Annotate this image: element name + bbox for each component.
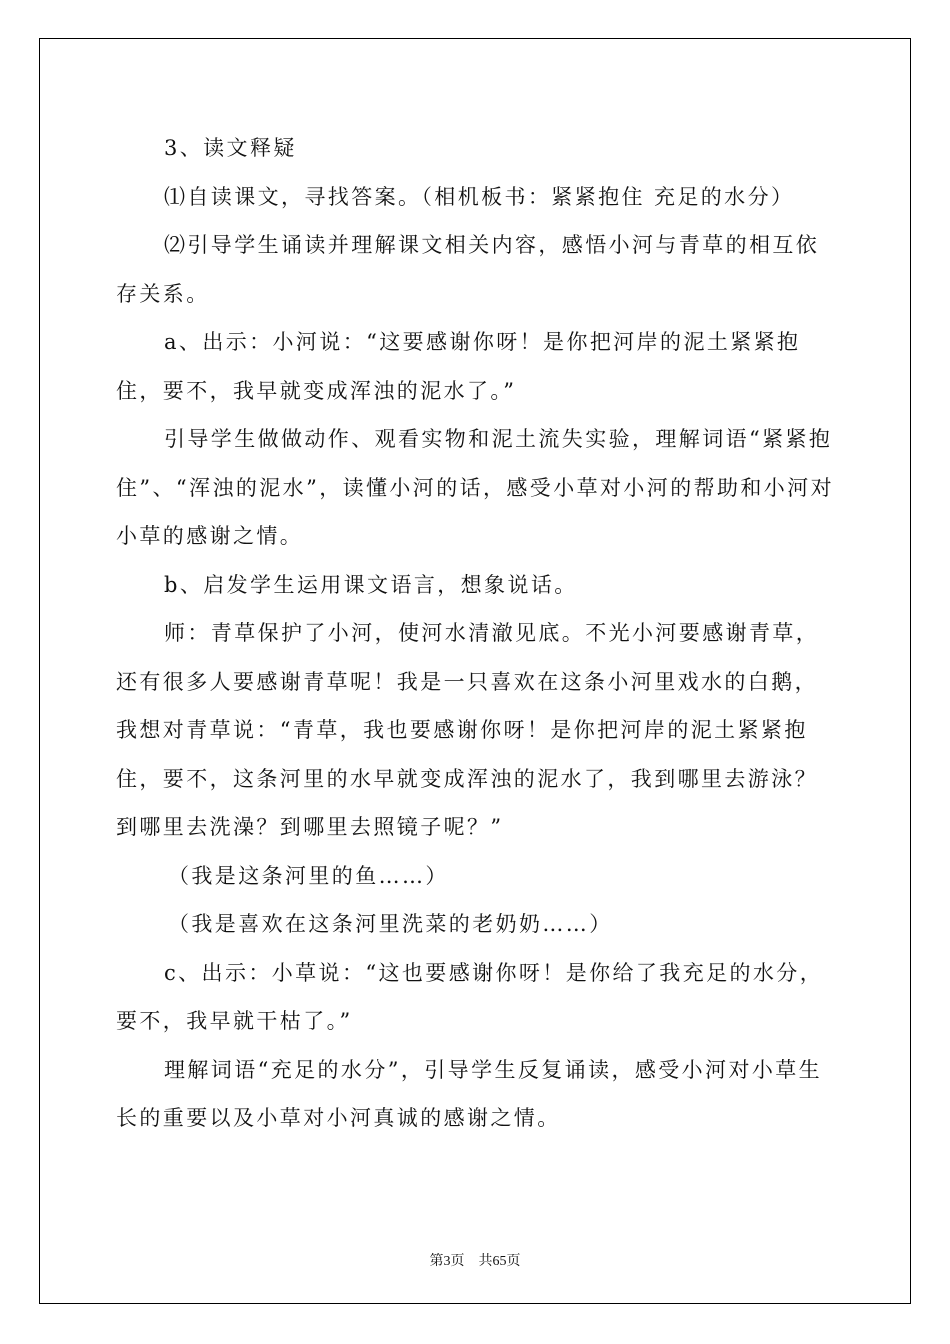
paragraph: 引导学生做做动作、观看实物和泥土流失实验，理解词语“紧紧抱住”、“浑浊的泥水”，读懂小河的话，感受小草对小河的帮助和小河对小草的感谢之情。: [116, 427, 835, 548]
page-number: 第3页: [429, 1254, 465, 1269]
paragraph: （我是这条河里的鱼……）: [168, 863, 449, 888]
section-heading: 3、读文释疑: [164, 136, 297, 160]
paragraph: 师：青草保护了小河，使河水清澈见底。不光小河要感谢青草，还有很多人要感谢青草呢！我是一只喜欢在这条小河里戏水的白鹅，我想对青草说：“青草，我也要感谢你呀！是你把河岸的泥土紧紧抱住，要不，这条河里的水早就变成浑浊的泥水了，我到哪里去游泳？到哪里去洗澡？到哪里去照镜子呢？”: [116, 621, 820, 839]
paragraph: a、出示：小河说：“这要感谢你呀！是你把河岸的泥土紧紧抱住，要不，我早就变成浑浊的泥水了。”: [116, 330, 801, 403]
paragraph: ⑴自读课文，寻找答案。（相机板书：紧紧抱住 充足的水分）: [164, 184, 795, 209]
paragraph: c、出示：小草说：“这也要感谢你呀！是你给了我充足的水分，要不，我早就干枯了。”: [116, 960, 824, 1033]
paragraph: 理解词语“充足的水分”，引导学生反复诵读，感受小河对小草生长的重要以及小草对小河真诚的感谢之情。: [116, 1057, 823, 1130]
document-body: [116, 124, 836, 1143]
page-footer: [0, 1250, 950, 1270]
paragraph: （我是喜欢在这条河里洗菜的老奶奶……）: [168, 912, 613, 936]
paragraph: b、启发学生运用课文语言，想象说话。: [164, 572, 578, 597]
paragraph: ⑵引导学生诵读并理解课文相关内容，感悟小河与青草的相互依存关系。: [116, 233, 820, 306]
page-total: 共65页: [478, 1254, 521, 1269]
